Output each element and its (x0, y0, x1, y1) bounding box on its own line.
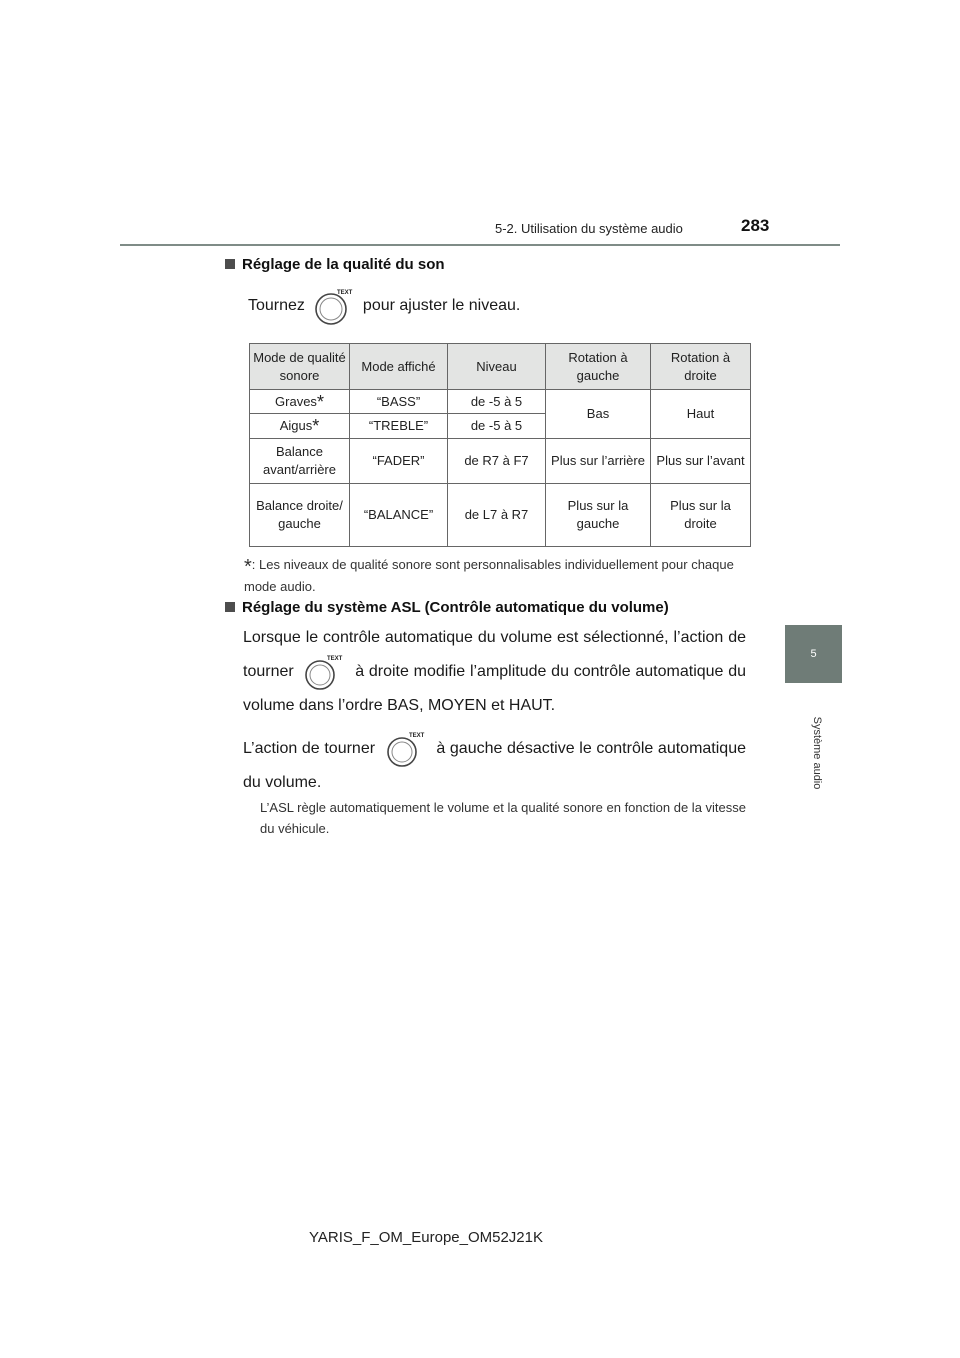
para2-start: L’action de tourner (243, 740, 376, 758)
footnote-marker: * (244, 556, 252, 578)
chapter-title-vertical: Système audio (811, 716, 823, 790)
table-cell-right: Haut (651, 390, 751, 439)
table-cell-level: de L7 à R7 (448, 484, 546, 547)
table-header-cell: Rotation à gauche (546, 344, 651, 390)
table-cell-left: Bas (546, 390, 651, 439)
table-cell-display: “BASS” (350, 390, 448, 414)
para2-end: à gauche désactive le contrôle automatique du volume. (243, 740, 746, 791)
asl-paragraph-1 (243, 623, 746, 721)
square-bullet-icon (225, 259, 235, 269)
tune-knob-icon (302, 653, 346, 691)
footer-doc-id: YARIS_F_OM_Europe_OM52J21K (309, 1229, 544, 1246)
table-row (250, 484, 751, 547)
header-rule (120, 244, 840, 246)
instruction-line (248, 284, 520, 328)
table-cell-level: de -5 à 5 (448, 414, 546, 439)
table-header-cell: Niveau (448, 344, 546, 390)
instruction-before: Tournez (248, 297, 305, 314)
asl-note: L’ASL règle automatiquement le volume et la qualité sonore en fonction de la vitesse du véhicule. (260, 800, 746, 836)
table-row (250, 439, 751, 484)
knob-label: TEXT (408, 733, 425, 739)
sound-quality-table (249, 343, 751, 547)
table-header-cell: Rotation à droite (651, 344, 751, 390)
table-cell-display: “TREBLE” (350, 414, 448, 439)
footnote-star: * (316, 391, 324, 412)
section-heading-sound-quality (225, 256, 445, 273)
table-cell-right: Plus sur la droite (651, 484, 751, 547)
table-row (250, 390, 751, 414)
table-cell-level: de -5 à 5 (448, 390, 546, 414)
chapter-number: 5 (810, 648, 817, 660)
table-header-cell: Mode affiché (350, 344, 448, 390)
table-cell-level: de R7 à F7 (448, 439, 546, 484)
footnote-star: * (312, 416, 320, 436)
mode-text: Aigus (279, 418, 313, 433)
table-header-row (250, 344, 751, 390)
table-footnote (244, 555, 750, 596)
footnote-text: : Les niveaux de qualité sonore sont personnalisables individuellement pour chaque mode audio. (244, 557, 734, 594)
section-heading-text: Réglage du système ASL (Contrôle automatique du volume) (242, 599, 669, 616)
mode-text: Graves (275, 393, 317, 409)
section-heading-text: Réglage de la qualité du son (242, 256, 445, 273)
table-cell-display: “FADER” (350, 439, 448, 484)
section-heading-asl (225, 599, 669, 616)
table-cell-mode: Balance droite/ gauche (250, 484, 350, 547)
table-cell-mode (250, 390, 350, 414)
tune-knob-icon (384, 730, 428, 768)
knob-label: TEXT (327, 656, 343, 662)
table-cell-right: Plus sur l’avant (651, 439, 751, 484)
table-cell-left: Plus sur la gauche (546, 484, 651, 547)
page-number: 283 (741, 216, 770, 235)
table-header-cell: Mode de qualité sonore (250, 344, 350, 390)
table-cell-display: “BALANCE” (350, 484, 448, 547)
header-section-title: 5-2. Utilisation du système audio (495, 221, 683, 236)
instruction-after: pour ajuster le niveau. (362, 297, 521, 314)
para1-end: à droite modifie l’amplitude du contrôle automatique du volume dans l’ordre BAS, MOYEN et HAUT. (243, 663, 746, 714)
table-cell-mode: Balance avant/arrière (250, 439, 350, 484)
square-bullet-icon (225, 602, 235, 612)
chapter-tab (785, 625, 842, 683)
asl-paragraph-2 (243, 730, 746, 798)
para1-start: Lorsque le contrôle automatique du volume est sélectionné, l’action de tourner (243, 629, 746, 681)
knob-label: TEXT (336, 290, 353, 296)
table-cell-left: Plus sur l’arrière (546, 439, 651, 484)
table-cell-mode (250, 414, 350, 439)
tune-knob-icon (311, 286, 357, 326)
